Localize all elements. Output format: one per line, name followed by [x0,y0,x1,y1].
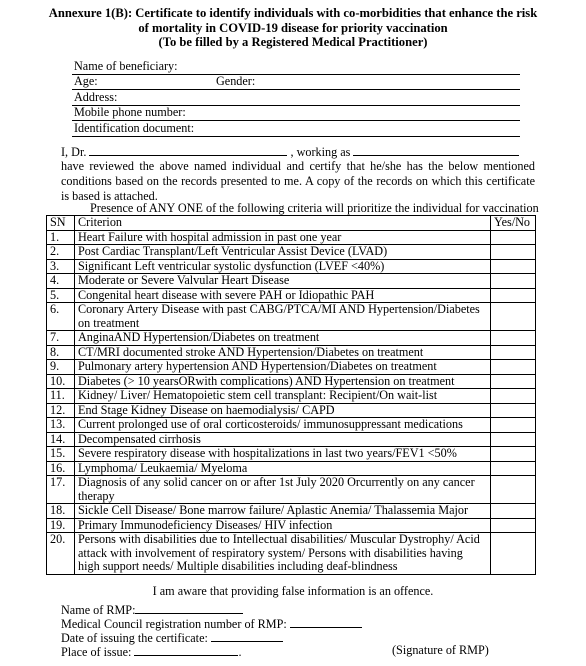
criteria-yesno-cell[interactable] [491,518,536,533]
criteria-table [46,215,536,575]
criteria-sn: 16. [47,461,75,476]
rmp-name-label: Name of RMP: [61,603,136,617]
gender-label: Gender: [216,74,256,89]
criteria-row [47,303,536,331]
criteria-sn: 13. [47,418,75,433]
age-gender-field[interactable] [72,74,520,90]
criteria-text: Post Cardiac Transplant/Left Ventricular Assist Device (LVAD) [75,245,491,260]
mci-registration-label: Medical Council registration number of RMP: [61,617,287,631]
criteria-text: Heart Failure with hospital admission in past one year [75,230,491,245]
criteria-row [47,230,536,245]
criteria-row [47,389,536,404]
yesno-header: Yes/No [491,216,536,231]
criteria-yesno-cell[interactable] [491,288,536,303]
criterion-header: Criterion [75,216,491,231]
doctor-name-blank[interactable] [89,144,287,156]
criteria-yesno-cell[interactable] [491,345,536,360]
working-as-label: , working as [290,145,351,159]
criteria-row [47,461,536,476]
designation-blank[interactable] [353,144,519,156]
i-dr-label: I, Dr. [61,145,87,159]
criteria-sn: 4. [47,274,75,289]
criteria-text: Diagnosis of any solid cancer on or after 1st July 2020 Orcurrently on any cancer therapy [75,476,491,504]
criteria-row [47,345,536,360]
criteria-row [47,360,536,375]
signature-label: (Signature of RMP) [392,643,489,657]
criteria-row [47,504,536,519]
criteria-text: Congenital heart disease with severe PAH or Idiopathic PAH [75,288,491,303]
issue-date-blank[interactable] [211,630,283,642]
criteria-yesno-cell[interactable] [491,230,536,245]
issue-date-label: Date of issuing the certificate: [61,631,208,645]
criteria-yesno-cell[interactable] [491,447,536,462]
criteria-row [47,374,536,389]
criteria-yesno-cell[interactable] [491,432,536,447]
criteria-text: Sickle Cell Disease/ Bone marrow failure/ Aplastic Anemia/ Thalassemia Major [75,504,491,519]
criteria-sn: 15. [47,447,75,462]
criteria-sn: 19. [47,518,75,533]
identification-label: Identification document: [74,120,195,135]
age-label: Age: [74,74,98,89]
title-line-2: of mortality in COVID-19 disease for priority vaccination [138,20,448,35]
criteria-row [47,403,536,418]
sn-header: SN [47,216,75,231]
criteria-yesno-cell[interactable] [491,259,536,274]
mci-registration-blank[interactable] [290,616,362,628]
address-label: Address: [74,89,118,104]
title-line-1: Annexure 1(B): Certificate to identify individuals with co-morbidities that enhance the risk [48,6,538,20]
criteria-sn: 5. [47,288,75,303]
doctor-declaration-line [61,144,535,160]
criteria-yesno-cell[interactable] [491,476,536,504]
criteria-text: CT/MRI documented stroke AND Hypertension/Diabetes on treatment [75,345,491,360]
criteria-yesno-cell[interactable] [491,374,536,389]
criteria-text: AnginaAND Hypertension/Diabetes on treatment [75,331,491,346]
criteria-text: Primary Immunodeficiency Diseases/ HIV infection [75,518,491,533]
criteria-row [47,259,536,274]
criteria-row [47,447,536,462]
criteria-text: End Stage Kidney Disease on haemodialysis/ CAPD [75,403,491,418]
criteria-text: Decompensated cirrhosis [75,432,491,447]
criteria-text: Coronary Artery Disease with past CABG/PTCA/MI AND Hypertension/Diabetes on treatment [75,303,491,331]
criteria-yesno-cell[interactable] [491,360,536,375]
address-field[interactable] [72,90,520,106]
beneficiary-name-field[interactable] [72,59,520,74]
criteria-sn: 11. [47,389,75,404]
criteria-text: Kidney/ Liver/ Hematopoietic stem cell transplant: Recipient/On wait-list [75,389,491,404]
criteria-sn: 9. [47,360,75,375]
criteria-text: Pulmonary artery hypertension AND Hypertension/Diabetes on treatment [75,360,491,375]
criteria-row [47,533,536,575]
criteria-sn: 20. [47,533,75,575]
criteria-yesno-cell[interactable] [491,331,536,346]
beneficiary-details [72,59,520,137]
criteria-yesno-cell[interactable] [491,461,536,476]
criteria-row [47,418,536,433]
criteria-note: Presence of ANY ONE of the following criteria will prioritize the individual for vaccination [90,201,539,215]
criteria-sn: 14. [47,432,75,447]
issue-place-line: Place of issue: . [61,645,242,659]
criteria-sn: 10. [47,374,75,389]
false-information-notice: I am aware that providing false information is an offence. [152,584,434,598]
criteria-yesno-cell[interactable] [491,533,536,575]
criteria-row [47,432,536,447]
mobile-label: Mobile phone number: [74,105,186,120]
certification-paragraph: have reviewed the above named individual and certify that he/she has the below mentioned conditions based on the records presented to me. A copy of the records on which this certificate is based is attached. [61,159,535,203]
criteria-sn: 12. [47,403,75,418]
criteria-yesno-cell[interactable] [491,403,536,418]
criteria-yesno-cell[interactable] [491,303,536,331]
criteria-yesno-cell[interactable] [491,245,536,260]
criteria-header-row [47,216,536,231]
criteria-sn: 18. [47,504,75,519]
criteria-text: Current prolonged use of oral corticosteroids/ immunosuppressant medications [75,418,491,433]
identification-field[interactable] [72,121,520,137]
criteria-sn: 17. [47,476,75,504]
criteria-row [47,245,536,260]
criteria-yesno-cell[interactable] [491,418,536,433]
criteria-text: Severe respiratory disease with hospitalizations in last two years/FEV1 <50% [75,447,491,462]
issue-place-label: Place of issue: [61,645,132,659]
criteria-sn: 7. [47,331,75,346]
criteria-text: Persons with disabilities due to Intellectual disabilities/ Muscular Dystrophy/ Acid attack with involvement of respiratory system/ Persons with disabilities having high support needs/ Multiple disabilities including deaf-blindness [75,533,491,575]
beneficiary-name-label: Name of beneficiary: [74,58,178,73]
title-line-3: (To be filled by a Registered Medical Practitioner) [158,35,428,49]
criteria-row [47,476,536,504]
criteria-row [47,518,536,533]
criteria-text: Lymphoma/ Leukaemia/ Myeloma [75,461,491,476]
criteria-yesno-cell[interactable] [491,389,536,404]
criteria-text: Diabetes (> 10 yearsORwith complications) AND Hypertension on treatment [75,374,491,389]
certificate-title [20,6,566,50]
criteria-sn: 2. [47,245,75,260]
criteria-row [47,274,536,289]
criteria-text: Significant Left ventricular systolic dysfunction (LVEF <40%) [75,259,491,274]
criteria-text: Moderate or Severe Valvular Heart Disease [75,274,491,289]
criteria-sn: 6. [47,303,75,331]
criteria-yesno-cell[interactable] [491,274,536,289]
rmp-name-blank[interactable] [135,602,243,614]
criteria-yesno-cell[interactable] [491,504,536,519]
criteria-sn: 8. [47,345,75,360]
criteria-row [47,288,536,303]
criteria-sn: 1. [47,230,75,245]
criteria-sn: 3. [47,259,75,274]
mobile-field[interactable] [72,105,520,121]
issue-place-blank[interactable] [134,644,238,656]
criteria-row [47,331,536,346]
